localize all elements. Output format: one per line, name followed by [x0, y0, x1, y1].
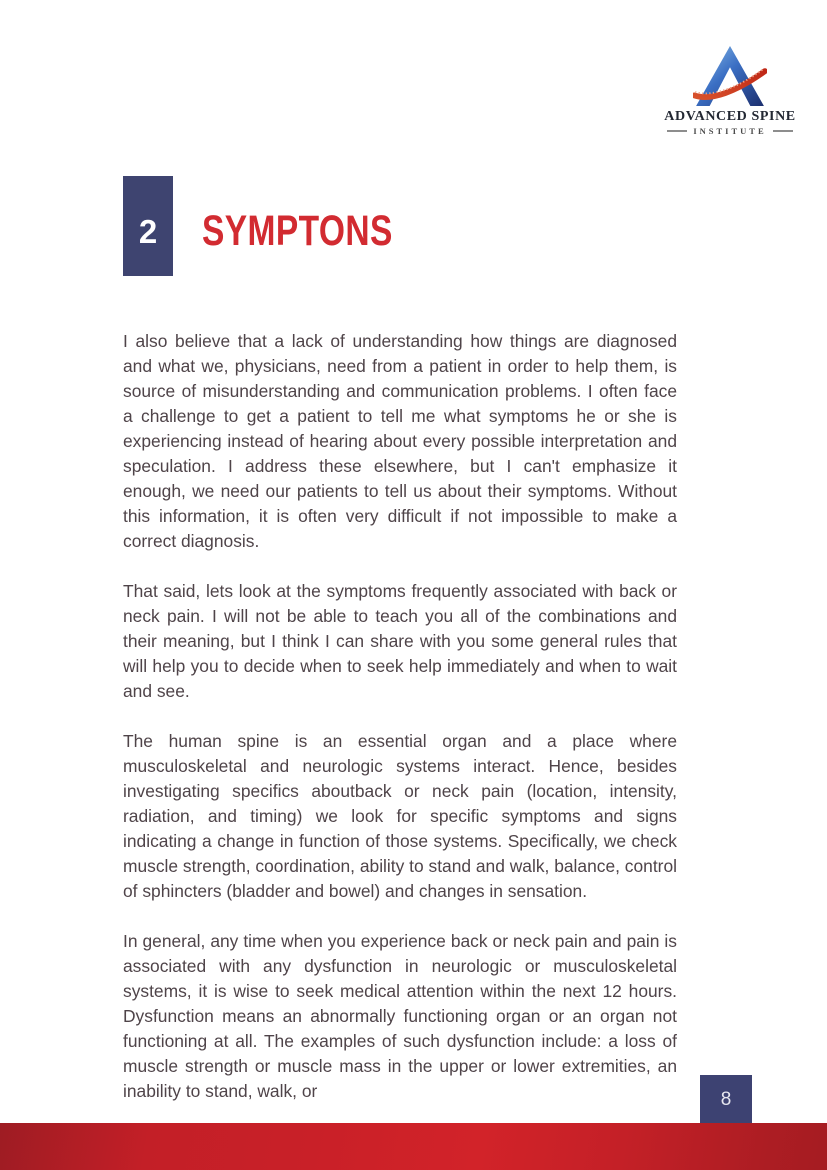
logo-subtitle-row	[667, 126, 793, 136]
body-text-block	[123, 329, 677, 1129]
spine-a-icon	[693, 45, 767, 107]
chapter-title: SYMPTONS	[202, 207, 393, 255]
paragraph: In general, any time when you experience back or neck pain and pain is associated with any dysfunction in neurologic or musculoskeletal systems, it is wise to seek medical attention within the next 12 hours. Dysfunction means an abnormally functioning organ or an organ not functioning at all. The examples of such dysfunction include: a loss of muscle strength or muscle mass in the upper or lower extremities, an inability to stand, walk, or	[123, 931, 677, 1101]
page-number: 8	[720, 1088, 732, 1110]
logo-subtitle-text: INSTITUTE	[693, 126, 767, 136]
chapter-number: 2	[138, 213, 158, 250]
paragraph: That said, lets look at the symptoms frequently associated with back or neck pain. I will not be able to teach you all of the combinations and their meaning, but I think I can share with you some general rules that will help you to decide when to seek help immediately and when to wait and see.	[123, 581, 677, 701]
divider-line	[773, 130, 793, 132]
advanced-spine-logo	[664, 45, 796, 136]
paragraph: The human spine is an essential organ and a place where musculoskeletal and neurologic systems interact. Hence, besides investigating specifics aboutback or neck pain (location, intensity, radiation, and timing) we look for specific symptoms and signs indicating a change in function of those systems. Specifically, we check muscle strength, coordination, ability to stand and walk, balance, control of sphincters (bladder and bowel) and changes in sensation.	[123, 731, 677, 901]
chapter-number-box	[123, 176, 173, 276]
chapter-heading	[123, 176, 447, 276]
footer-red-bar	[0, 1123, 827, 1170]
divider-line	[667, 130, 687, 132]
logo-brand-text: ADVANCED SPINE	[664, 109, 796, 124]
paragraph: I also believe that a lack of understanding how things are diagnosed and what we, physicians, need from a patient in order to help them, is source of misunderstanding and communication problems. I often face a challenge to get a patient to tell me what symptoms he or she is experiencing instead of hearing about every possible interpretation and speculation. I address these elsewhere, but I can't emphasize it enough, we need our patients to tell us about their symptoms. Without this information, it is often very difficult if not impossible to make a correct diagnosis.	[123, 331, 677, 551]
page-number-box	[700, 1075, 752, 1123]
